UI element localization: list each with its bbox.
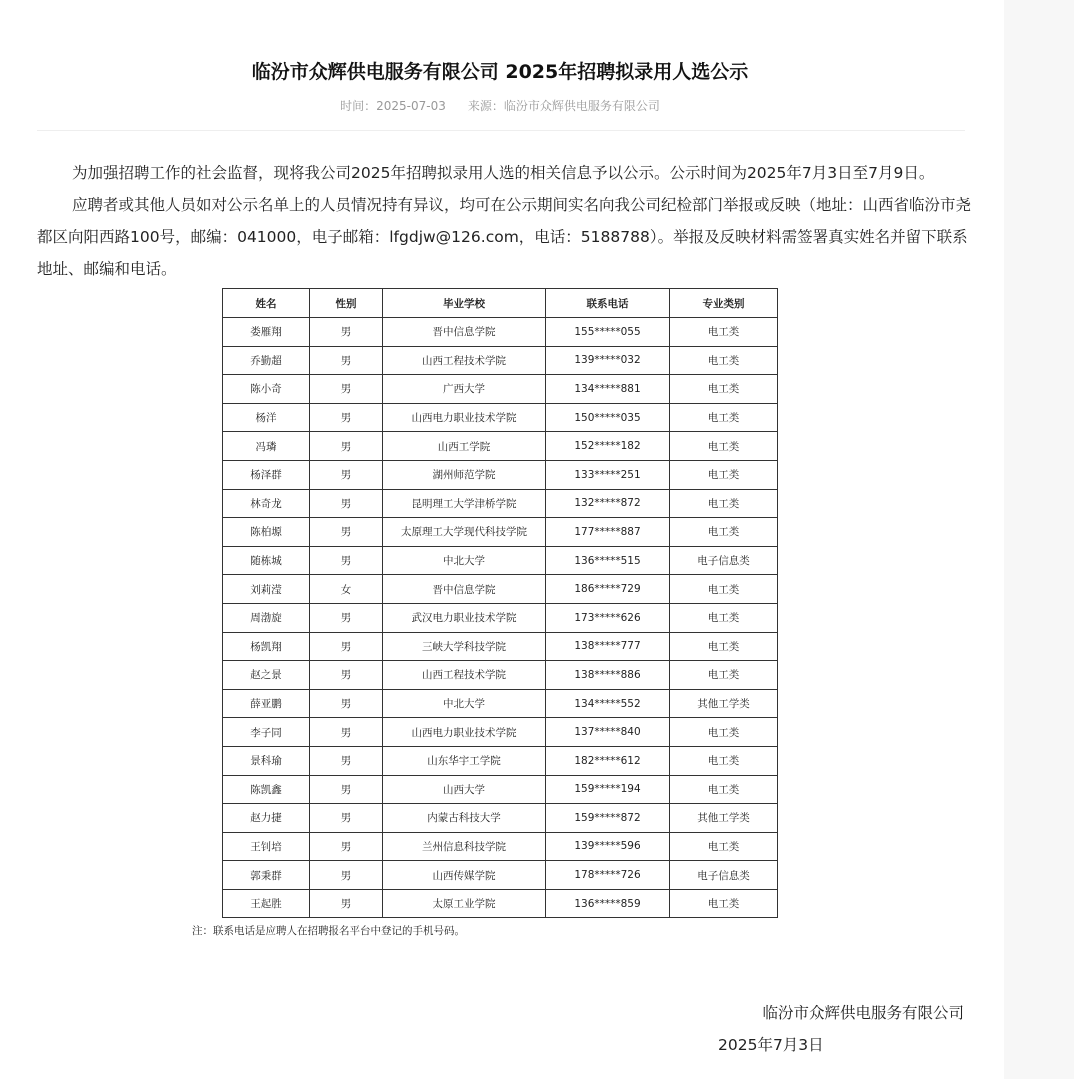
publish-time: 时间：2025-07-03 xyxy=(340,99,446,113)
cell-school: 山西大学 xyxy=(383,775,546,804)
table-row xyxy=(223,403,778,432)
cell-major: 电工类 xyxy=(670,775,778,804)
right-margin-strip xyxy=(1004,0,1074,1079)
table-row xyxy=(223,689,778,718)
cell-gender: 男 xyxy=(310,603,383,632)
cell-name: 陈柏塬 xyxy=(223,518,310,547)
cell-gender: 男 xyxy=(310,632,383,661)
header-phone: 联系电话 xyxy=(546,289,670,318)
cell-major: 电工类 xyxy=(670,518,778,547)
cell-name: 郭秉群 xyxy=(223,861,310,890)
cell-major: 其他工学类 xyxy=(670,689,778,718)
header-school: 毕业学校 xyxy=(383,289,546,318)
cell-name: 薛亚鹏 xyxy=(223,689,310,718)
cell-major: 电子信息类 xyxy=(670,546,778,575)
cell-name: 随栋城 xyxy=(223,546,310,575)
cell-name: 陈凯鑫 xyxy=(223,775,310,804)
cell-school: 内蒙古科技大学 xyxy=(383,804,546,833)
cell-phone: 159*****194 xyxy=(546,775,670,804)
cell-phone: 136*****859 xyxy=(546,889,670,918)
page-title: 临汾市众辉供电服务有限公司 2025年招聘拟录用人选公示 xyxy=(251,61,749,83)
cell-major: 电工类 xyxy=(670,346,778,375)
cell-phone: 155*****055 xyxy=(546,318,670,347)
cell-phone: 134*****881 xyxy=(546,375,670,404)
cell-major: 电工类 xyxy=(670,661,778,690)
table-row xyxy=(223,460,778,489)
cell-gender: 男 xyxy=(310,804,383,833)
cell-school: 广西大学 xyxy=(383,375,546,404)
table-row xyxy=(223,318,778,347)
cell-phone: 138*****886 xyxy=(546,661,670,690)
cell-gender: 男 xyxy=(310,489,383,518)
cell-gender: 男 xyxy=(310,318,383,347)
cell-gender: 男 xyxy=(310,861,383,890)
cell-major: 其他工学类 xyxy=(670,804,778,833)
cell-name: 陈小奇 xyxy=(223,375,310,404)
cell-gender: 男 xyxy=(310,832,383,861)
cell-phone: 139*****032 xyxy=(546,346,670,375)
cell-major: 电工类 xyxy=(670,403,778,432)
header-gender: 性别 xyxy=(310,289,383,318)
cell-school: 山西传媒学院 xyxy=(383,861,546,890)
intro-paragraph: 为加强招聘工作的社会监督，现将我公司2025年招聘拟录用人选的相关信息予以公示。公示时间为2025年7月3日至7月9日。 xyxy=(72,164,935,182)
cell-phone: 177*****887 xyxy=(546,518,670,547)
cell-name: 冯璘 xyxy=(223,432,310,461)
cell-phone: 182*****612 xyxy=(546,746,670,775)
table-note: 注：联系电话是应聘人在招聘报名平台中登记的手机号码。 xyxy=(192,925,465,937)
cell-name: 李子同 xyxy=(223,718,310,747)
table-header-row xyxy=(223,289,778,318)
cell-phone: 138*****777 xyxy=(546,632,670,661)
cell-school: 山西电力职业技术学院 xyxy=(383,403,546,432)
cell-school: 中北大学 xyxy=(383,546,546,575)
candidate-table xyxy=(222,288,778,918)
signature-company: 临汾市众辉供电服务有限公司 xyxy=(762,1004,964,1022)
cell-gender: 男 xyxy=(310,889,383,918)
header-major: 专业类别 xyxy=(670,289,778,318)
cell-name: 王钊培 xyxy=(223,832,310,861)
table-row xyxy=(223,489,778,518)
cell-phone: 150*****035 xyxy=(546,403,670,432)
cell-phone: 133*****251 xyxy=(546,460,670,489)
cell-gender: 男 xyxy=(310,775,383,804)
table-row xyxy=(223,661,778,690)
table-row xyxy=(223,432,778,461)
cell-school: 三峡大学科技学院 xyxy=(383,632,546,661)
table-row xyxy=(223,575,778,604)
cell-name: 林奇龙 xyxy=(223,489,310,518)
table-row xyxy=(223,718,778,747)
cell-name: 杨洋 xyxy=(223,403,310,432)
cell-school: 山东华宇工学院 xyxy=(383,746,546,775)
cell-school: 山西工程技术学院 xyxy=(383,661,546,690)
cell-major: 电工类 xyxy=(670,632,778,661)
cell-phone: 137*****840 xyxy=(546,718,670,747)
cell-major: 电工类 xyxy=(670,832,778,861)
table-row xyxy=(223,804,778,833)
cell-gender: 男 xyxy=(310,661,383,690)
cell-school: 晋中信息学院 xyxy=(383,318,546,347)
table-row xyxy=(223,746,778,775)
cell-phone: 139*****596 xyxy=(546,832,670,861)
table-row xyxy=(223,375,778,404)
cell-school: 山西电力职业技术学院 xyxy=(383,718,546,747)
cell-major: 电工类 xyxy=(670,889,778,918)
header-name: 姓名 xyxy=(223,289,310,318)
cell-school: 太原工业学院 xyxy=(383,889,546,918)
cell-name: 王起胜 xyxy=(223,889,310,918)
table-row xyxy=(223,775,778,804)
article-meta xyxy=(0,97,1000,114)
table-row xyxy=(223,861,778,890)
cell-school: 山西工学院 xyxy=(383,432,546,461)
table-row xyxy=(223,889,778,918)
cell-school: 山西工程技术学院 xyxy=(383,346,546,375)
cell-school: 武汉电力职业技术学院 xyxy=(383,603,546,632)
cell-phone: 134*****552 xyxy=(546,689,670,718)
table-row xyxy=(223,832,778,861)
cell-phone: 152*****182 xyxy=(546,432,670,461)
cell-major: 电工类 xyxy=(670,603,778,632)
cell-phone: 136*****515 xyxy=(546,546,670,575)
cell-phone: 132*****872 xyxy=(546,489,670,518)
cell-name: 赵力捷 xyxy=(223,804,310,833)
cell-gender: 男 xyxy=(310,518,383,547)
cell-gender: 男 xyxy=(310,718,383,747)
cell-major: 电工类 xyxy=(670,375,778,404)
cell-gender: 女 xyxy=(310,575,383,604)
title-divider xyxy=(37,130,965,131)
cell-name: 景科瑜 xyxy=(223,746,310,775)
cell-gender: 男 xyxy=(310,403,383,432)
cell-school: 太原理工大学现代科技学院 xyxy=(383,518,546,547)
cell-gender: 男 xyxy=(310,346,383,375)
cell-major: 电工类 xyxy=(670,489,778,518)
cell-major: 电工类 xyxy=(670,746,778,775)
cell-name: 周渤旋 xyxy=(223,603,310,632)
cell-gender: 男 xyxy=(310,546,383,575)
cell-school: 晋中信息学院 xyxy=(383,575,546,604)
cell-name: 乔勤超 xyxy=(223,346,310,375)
table-row xyxy=(223,518,778,547)
cell-major: 电工类 xyxy=(670,575,778,604)
cell-phone: 186*****729 xyxy=(546,575,670,604)
cell-phone: 173*****626 xyxy=(546,603,670,632)
table-body xyxy=(223,318,778,918)
cell-name: 杨泽群 xyxy=(223,460,310,489)
publish-source: 来源：临汾市众辉供电服务有限公司 xyxy=(467,99,660,113)
cell-school: 湖州师范学院 xyxy=(383,460,546,489)
table-row xyxy=(223,346,778,375)
cell-phone: 178*****726 xyxy=(546,861,670,890)
cell-name: 赵之景 xyxy=(223,661,310,690)
cell-school: 兰州信息科技学院 xyxy=(383,832,546,861)
cell-major: 电工类 xyxy=(670,718,778,747)
cell-major: 电子信息类 xyxy=(670,861,778,890)
cell-gender: 男 xyxy=(310,375,383,404)
cell-name: 刘莉滢 xyxy=(223,575,310,604)
cell-name: 娄雁翔 xyxy=(223,318,310,347)
cell-gender: 男 xyxy=(310,746,383,775)
signature-date: 2025年7月3日 xyxy=(718,1036,824,1054)
cell-gender: 男 xyxy=(310,460,383,489)
table-row xyxy=(223,546,778,575)
cell-name: 杨凯翔 xyxy=(223,632,310,661)
cell-school: 昆明理工大学津桥学院 xyxy=(383,489,546,518)
table-row xyxy=(223,632,778,661)
cell-gender: 男 xyxy=(310,432,383,461)
cell-major: 电工类 xyxy=(670,432,778,461)
table-row xyxy=(223,603,778,632)
cell-major: 电工类 xyxy=(670,318,778,347)
cell-major: 电工类 xyxy=(670,460,778,489)
cell-phone: 159*****872 xyxy=(546,804,670,833)
cell-gender: 男 xyxy=(310,689,383,718)
cell-school: 中北大学 xyxy=(383,689,546,718)
objection-paragraph: 应聘者或其他人员如对公示名单上的人员情况持有异议，均可在公示期间实名向我公司纪检部门举报或反映（地址：山西省临汾市尧都区向阳西路100号，邮编：041000，电子邮箱：lfgdjw@126.com，电话：5188788）。举报及反映材料需签署真实姓名并留下联系地址、邮编和电话。 xyxy=(37,196,972,278)
